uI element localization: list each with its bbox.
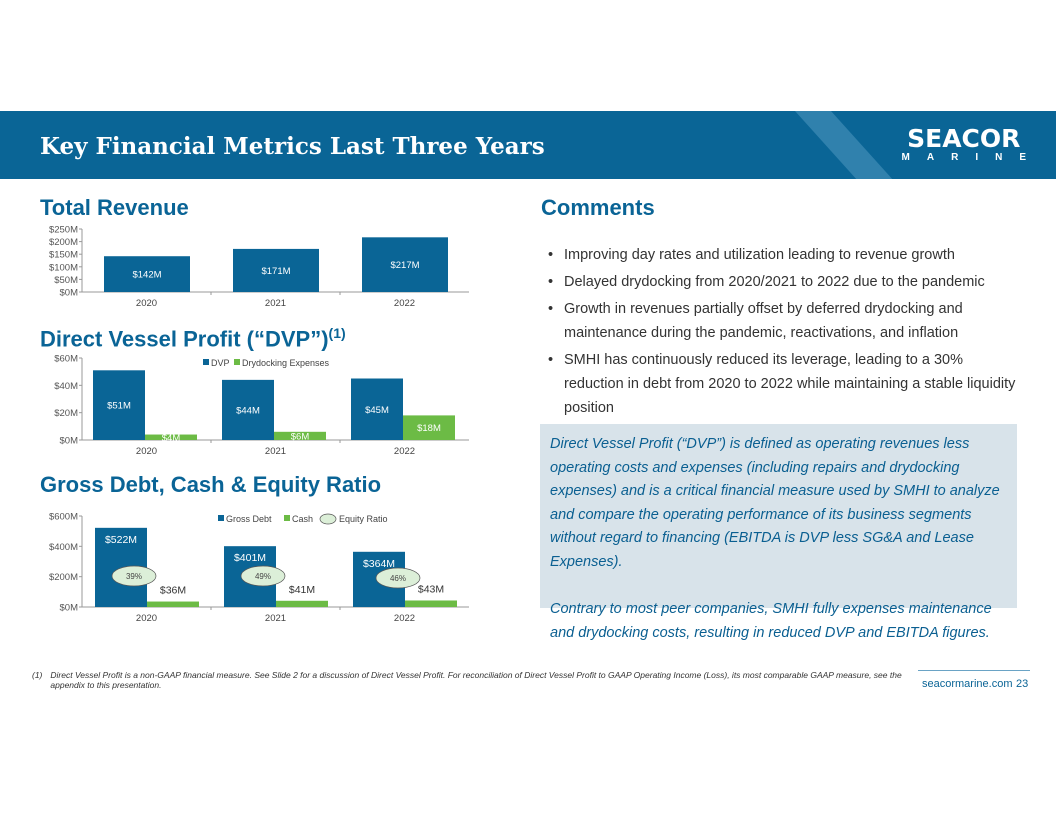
data-label: $18M	[417, 423, 441, 435]
data-label: $4M	[161, 432, 181, 444]
seacor-logo: SEACOR MARINE	[901, 124, 1043, 163]
data-label: $43M	[417, 583, 445, 596]
data-label: $401M	[233, 552, 267, 565]
bar-cash	[276, 601, 328, 607]
comment-bullet: • SMHI has continuously reduced its leverage, leading to a 30% reduction in debt from 2020 to 2022 while maintaining a stable liquidity position	[548, 348, 1018, 420]
x-tick-label: 2022	[393, 613, 416, 624]
comment-bullet: • Growth in revenues partially offset by deferred drydocking and maintenance during the pandemic, reactivations, and inflation	[548, 297, 1018, 345]
expense-note: Contrary to most peer companies, SMHI fully expenses maintenance and drydocking costs, resulting in reduced DVP and EBITDA figures.	[550, 601, 992, 641]
dvp-footnote-ref: (1)	[328, 325, 346, 341]
y-tick-label: $600M	[48, 511, 78, 523]
comment-bullet: • Improving day rates and utilization leading to revenue growth	[548, 243, 1018, 267]
website-link[interactable]: seacormarine.com	[922, 678, 1013, 690]
slide-title: Key Financial Metrics Last Three Years	[40, 133, 545, 160]
comment-bullet: • Delayed drydocking from 2020/2021 to 2022 due to the pandemic	[548, 270, 1018, 294]
footer-divider	[918, 670, 1030, 671]
comments-heading: Comments	[541, 195, 655, 220]
y-tick-label: $20M	[54, 408, 78, 420]
y-tick-label: $50M	[54, 274, 78, 286]
dvp-definition-box	[540, 424, 1017, 641]
data-label: $522M	[104, 533, 138, 546]
legend-swatch	[284, 515, 290, 521]
x-tick-label: 2020	[135, 613, 158, 624]
dvp-definition: Direct Vessel Profit (“DVP”) is defined as operating revenues less operating costs and expenses (including repairs and drydocking expenses) and is a critical financial measure used by SMHI to analyze and compare the operating performance of its business segments without regard to financing (EBITDA is DVP less SG&A and Lease Expenses).	[550, 436, 1000, 570]
debt-heading: Gross Debt, Cash & Equity Ratio	[40, 472, 382, 497]
dvp-heading-text: Direct Vessel Profit (“DVP”)	[40, 326, 329, 352]
data-label: $41M	[288, 583, 316, 596]
data-label: $142M	[132, 269, 162, 281]
x-tick-label: 2020	[135, 298, 158, 309]
data-label: $364M	[362, 557, 396, 570]
revenue-heading: Total Revenue	[40, 195, 189, 220]
x-tick-label: 2022	[393, 446, 416, 457]
y-tick-label: $0M	[59, 602, 78, 614]
bar-cash	[405, 600, 457, 607]
x-tick-label: 2020	[135, 446, 158, 457]
x-tick-label: 2021	[264, 298, 287, 309]
data-label: $45M	[365, 404, 389, 416]
y-tick-label: $0M	[59, 287, 78, 299]
data-label: $171M	[261, 265, 291, 277]
y-tick-label: $150M	[48, 249, 78, 261]
y-tick-label: $200M	[48, 572, 78, 584]
y-tick-label: $60M	[54, 353, 78, 365]
y-tick-label: $0M	[59, 435, 78, 447]
page-number: 23	[1016, 678, 1029, 690]
equity-ratio-label: 39%	[125, 572, 143, 581]
data-label: $6M	[290, 431, 310, 443]
y-tick-label: $250M	[48, 224, 78, 236]
data-label: $217M	[390, 260, 420, 272]
y-tick-label: $400M	[48, 541, 78, 553]
x-tick-label: 2022	[393, 298, 416, 309]
legend-ellipse-icon	[320, 514, 336, 524]
legend-label: Drydocking Expenses	[242, 358, 330, 368]
legend-label: Equity Ratio	[339, 514, 388, 524]
x-tick-label: 2021	[264, 446, 287, 457]
footnote-number: (1)	[32, 670, 43, 680]
legend-label: Gross Debt	[226, 514, 272, 524]
x-tick-label: 2021	[264, 613, 287, 624]
equity-ratio-label: 49%	[254, 572, 272, 581]
y-tick-label: $200M	[48, 237, 78, 249]
legend-swatch	[218, 515, 224, 521]
footnote-text: Direct Vessel Profit is a non-GAAP financial measure. See Slide 2 for a discussion of Direct Vessel Profit. For reconciliation of Direct Vessel Profit to GAAP Operating Income (Loss), its most comparable GAAP measure, see the appendix to this presentation.	[50, 670, 902, 690]
data-label: $36M	[159, 584, 187, 597]
legend-label: DVP	[211, 358, 230, 368]
bar-cash	[147, 602, 199, 607]
footnote	[32, 670, 912, 690]
y-tick-label: $40M	[54, 380, 78, 392]
y-tick-label: $100M	[48, 262, 78, 274]
comments-list	[548, 243, 1018, 423]
debt-chart	[0, 0, 470, 816]
legend-label: Cash	[292, 514, 314, 524]
data-label: $44M	[236, 405, 260, 417]
data-label: $51M	[107, 400, 131, 412]
equity-ratio-label: 46%	[389, 574, 407, 583]
